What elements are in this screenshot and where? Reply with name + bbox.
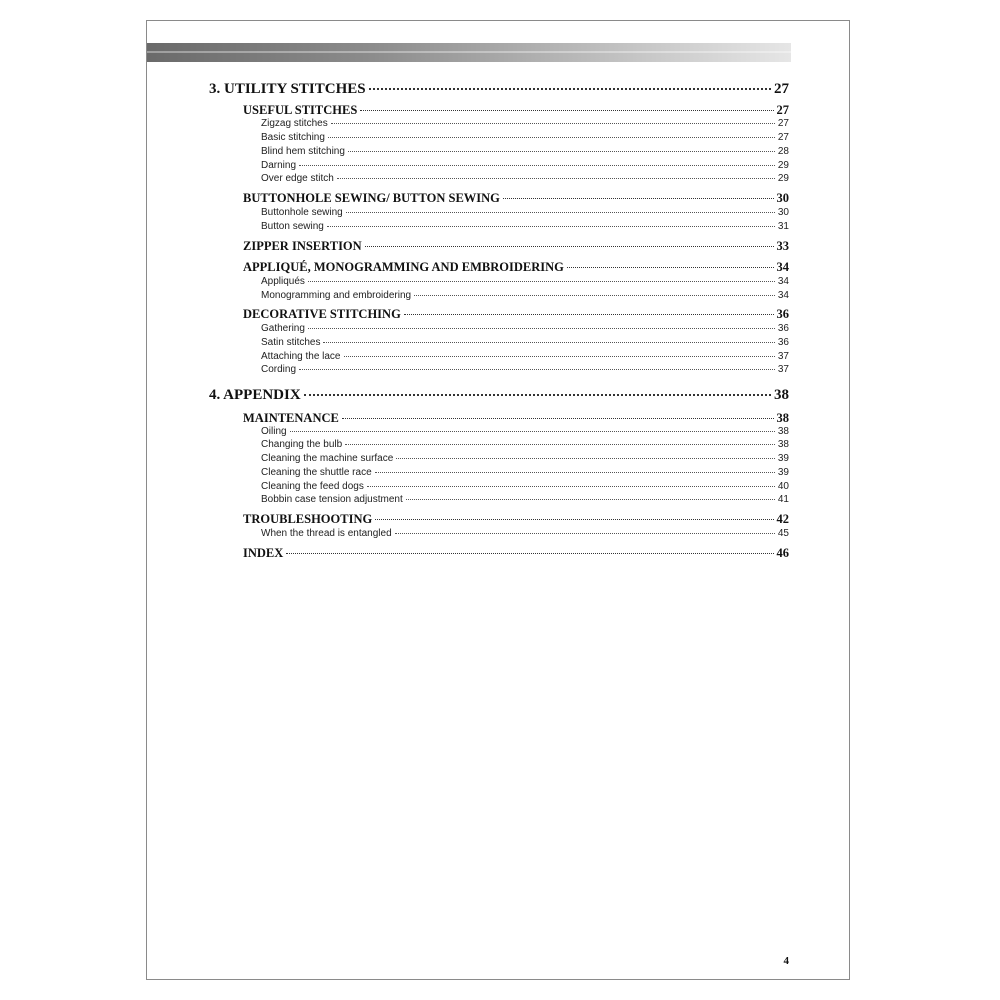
toc-subsection-row bbox=[261, 160, 789, 171]
toc-section-page: 30 bbox=[776, 191, 789, 205]
dot-leader bbox=[365, 246, 774, 247]
toc-chapter-page: 27 bbox=[774, 81, 789, 97]
dot-leader bbox=[290, 431, 775, 432]
toc-section-title: TROUBLESHOOTING bbox=[243, 512, 373, 526]
dot-leader bbox=[286, 553, 773, 554]
toc-subsection-row bbox=[261, 364, 789, 375]
toc-section-title: APPLIQUÉ, MONOGRAMMING AND EMBROIDERING bbox=[243, 260, 564, 274]
toc-subsection-row bbox=[261, 221, 789, 232]
toc-subsection-title: Zigzag stitches bbox=[261, 118, 328, 129]
toc-subsection-row bbox=[261, 528, 789, 539]
toc-subsection-row bbox=[261, 146, 789, 157]
toc-subsection-title: Gathering bbox=[261, 323, 305, 334]
dot-leader bbox=[396, 458, 775, 459]
toc-subsection-page: 36 bbox=[777, 323, 789, 334]
toc-subsection-row bbox=[261, 276, 789, 287]
dot-leader bbox=[367, 486, 775, 487]
toc-section-title: DECORATIVE STITCHING bbox=[243, 307, 401, 321]
toc-subsection-title: Satin stitches bbox=[261, 337, 321, 348]
toc-section-row bbox=[243, 411, 789, 426]
dot-leader bbox=[342, 418, 774, 419]
dot-leader bbox=[375, 519, 773, 520]
toc-section-title: INDEX bbox=[243, 546, 284, 560]
toc-subsection-row bbox=[261, 439, 789, 450]
dot-leader bbox=[304, 394, 771, 396]
toc-subsection-row bbox=[261, 290, 789, 301]
toc-subsection-page: 38 bbox=[777, 426, 789, 437]
toc-subsection-row bbox=[261, 207, 789, 218]
toc-section-page: 33 bbox=[776, 239, 789, 253]
toc-section-page: 34 bbox=[776, 260, 789, 274]
dot-leader bbox=[299, 369, 775, 370]
toc-subsection-page: 34 bbox=[777, 276, 789, 287]
toc-subsection-page: 41 bbox=[777, 494, 789, 505]
dot-leader bbox=[299, 165, 775, 166]
toc-subsection-title: Button sewing bbox=[261, 221, 324, 232]
document-page bbox=[146, 20, 850, 980]
toc-subsection-row bbox=[261, 351, 789, 362]
toc-chapter-title: 3. UTILITY STITCHES bbox=[209, 81, 366, 97]
toc-chapter-page: 38 bbox=[774, 387, 789, 403]
toc-section-page: 38 bbox=[776, 411, 789, 425]
toc-chapter-row bbox=[209, 387, 789, 404]
dot-leader bbox=[369, 88, 771, 90]
toc-subsection-title: Cleaning the shuttle race bbox=[261, 467, 372, 478]
toc-section-row bbox=[243, 260, 789, 275]
toc-subsection-title: Basic stitching bbox=[261, 132, 325, 143]
toc-subsection-title: Cleaning the machine surface bbox=[261, 453, 394, 464]
toc-subsection-page: 38 bbox=[777, 439, 789, 450]
toc-subsection-title: Bobbin case tension adjustment bbox=[261, 494, 403, 505]
toc-section-page: 46 bbox=[776, 546, 789, 560]
dot-leader bbox=[375, 472, 775, 473]
toc-section-row bbox=[243, 191, 789, 206]
dot-leader bbox=[414, 295, 775, 296]
dot-leader bbox=[331, 123, 775, 124]
toc-section-page: 36 bbox=[776, 307, 789, 321]
toc-subsection-page: 37 bbox=[777, 364, 789, 375]
dot-leader bbox=[323, 342, 774, 343]
toc-subsection-page: 27 bbox=[777, 118, 789, 129]
toc-subsection-title: Monogramming and embroidering bbox=[261, 290, 412, 301]
toc-subsection-page: 39 bbox=[777, 453, 789, 464]
dot-leader bbox=[395, 533, 775, 534]
toc-subsection-row bbox=[261, 132, 789, 143]
toc-section-page: 42 bbox=[776, 512, 789, 526]
toc-subsection-row bbox=[261, 426, 789, 437]
toc-chapter-row bbox=[209, 81, 789, 98]
toc-section-row bbox=[243, 239, 789, 254]
toc-chapter-title: 4. APPENDIX bbox=[209, 387, 301, 403]
dot-leader bbox=[337, 178, 775, 179]
dot-leader bbox=[567, 267, 774, 268]
dot-leader bbox=[308, 281, 775, 282]
dot-leader bbox=[404, 314, 774, 315]
toc-subsection-row bbox=[261, 467, 789, 478]
dot-leader bbox=[327, 226, 775, 227]
dot-leader bbox=[344, 356, 775, 357]
table-of-contents bbox=[147, 21, 849, 979]
dot-leader bbox=[345, 444, 775, 445]
dot-leader bbox=[346, 212, 775, 213]
toc-subsection-title: Darning bbox=[261, 160, 297, 171]
toc-subsection-row bbox=[261, 118, 789, 129]
toc-section-row bbox=[243, 512, 789, 527]
toc-subsection-title: Buttonhole sewing bbox=[261, 207, 343, 218]
toc-subsection-page: 28 bbox=[777, 146, 789, 157]
toc-section-page: 27 bbox=[776, 103, 789, 117]
page-number: 4 bbox=[783, 955, 789, 967]
toc-subsection-page: 30 bbox=[777, 207, 789, 218]
toc-subsection-page: 34 bbox=[777, 290, 789, 301]
toc-subsection-title: Over edge stitch bbox=[261, 173, 334, 184]
toc-subsection-row bbox=[261, 481, 789, 492]
toc-subsection-row bbox=[261, 337, 789, 348]
toc-subsection-row bbox=[261, 494, 789, 505]
toc-subsection-row bbox=[261, 453, 789, 464]
toc-subsection-title: Oiling bbox=[261, 426, 287, 437]
toc-subsection-page: 29 bbox=[777, 173, 789, 184]
toc-section-row bbox=[243, 546, 789, 561]
toc-subsection-title: Cleaning the feed dogs bbox=[261, 481, 364, 492]
toc-subsection-title: Blind hem stitching bbox=[261, 146, 345, 157]
toc-subsection-title: Cording bbox=[261, 364, 297, 375]
toc-subsection-page: 45 bbox=[777, 528, 789, 539]
toc-subsection-page: 29 bbox=[777, 160, 789, 171]
toc-subsection-page: 31 bbox=[777, 221, 789, 232]
toc-subsection-title: When the thread is entangled bbox=[261, 528, 392, 539]
toc-subsection-page: 39 bbox=[777, 467, 789, 478]
toc-subsection-page: 36 bbox=[777, 337, 789, 348]
toc-section-row bbox=[243, 103, 789, 118]
toc-section-title: ZIPPER INSERTION bbox=[243, 239, 362, 253]
dot-leader bbox=[348, 151, 775, 152]
toc-subsection-page: 27 bbox=[777, 132, 789, 143]
dot-leader bbox=[503, 198, 774, 199]
dot-leader bbox=[328, 137, 775, 138]
toc-section-row bbox=[243, 307, 789, 322]
dot-leader bbox=[406, 499, 775, 500]
toc-subsection-page: 40 bbox=[777, 481, 789, 492]
toc-subsection-row bbox=[261, 323, 789, 334]
toc-section-title: USEFUL STITCHES bbox=[243, 103, 358, 117]
toc-subsection-row bbox=[261, 173, 789, 184]
toc-subsection-page: 37 bbox=[777, 351, 789, 362]
dot-leader bbox=[308, 328, 775, 329]
toc-section-title: MAINTENANCE bbox=[243, 411, 339, 425]
dot-leader bbox=[360, 110, 773, 111]
toc-subsection-title: Changing the bulb bbox=[261, 439, 343, 450]
toc-subsection-title: Appliqués bbox=[261, 276, 305, 287]
toc-section-title: BUTTONHOLE SEWING/ BUTTON SEWING bbox=[243, 191, 500, 205]
toc-subsection-title: Attaching the lace bbox=[261, 351, 341, 362]
